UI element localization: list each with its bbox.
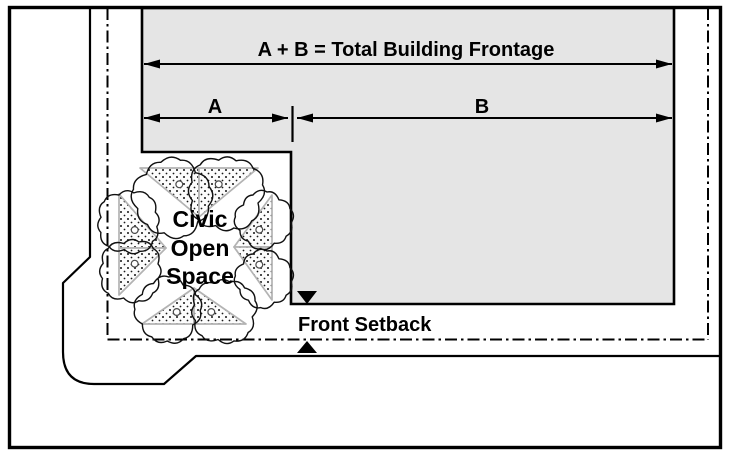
civic-label-line1: Civic: [172, 206, 228, 232]
tree-trunk-icon: [176, 181, 183, 188]
tree-trunk-icon: [256, 261, 263, 268]
tree-trunk-icon: [131, 260, 138, 267]
tree-trunk-icon: [131, 227, 138, 234]
dim-a-label: A: [207, 96, 223, 118]
civic-open-space-label: [166, 206, 234, 289]
tree-trunk-icon: [215, 181, 222, 188]
front-setback-label: Front Setback: [298, 314, 432, 336]
planting-bed: [142, 288, 194, 324]
dim-b-label: B: [474, 96, 490, 118]
tree-trunk-icon: [173, 309, 180, 316]
total-frontage-label: A + B = Total Building Frontage: [257, 39, 555, 61]
civic-label-line3: Space: [166, 263, 234, 289]
tree-trunk-icon: [208, 309, 215, 316]
civic-label-line2: Open: [170, 235, 230, 261]
setback-marker-property-icon: [297, 341, 317, 353]
tree-trunk-icon: [256, 226, 263, 233]
